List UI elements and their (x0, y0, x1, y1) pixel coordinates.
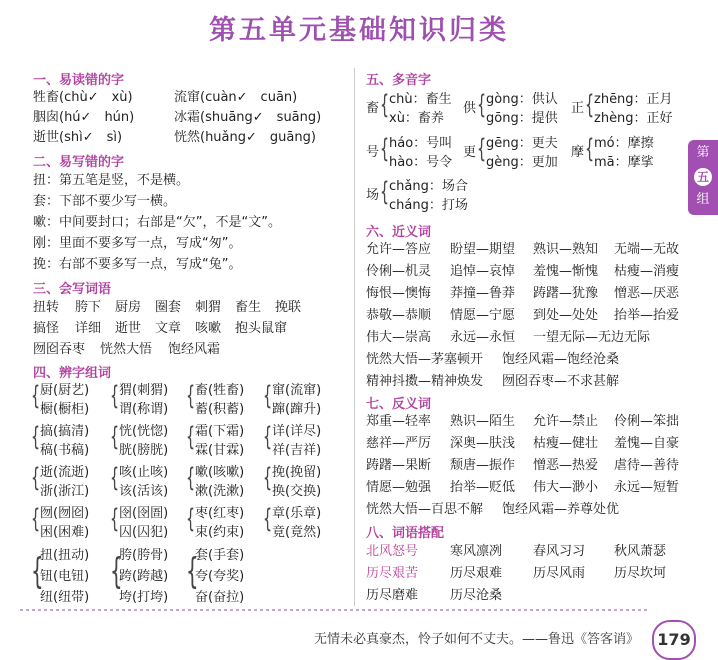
char-pair-word: 挽(挽留) (272, 465, 322, 480)
collocation: 历尽沧桑 (450, 588, 503, 603)
char-pair-word: 纽(纽带) (40, 590, 90, 605)
brace: { (263, 381, 273, 411)
page-number: 179 (652, 620, 696, 660)
side-tab-bottom: 组 (696, 192, 710, 207)
antonym-pair: 踌躇—果断 (366, 458, 432, 473)
char-pair-word: 祥(吉祥) (272, 443, 322, 458)
pron-item: 冰霜(shuāng✓ suāng) (174, 110, 322, 125)
antonym-pair: 憎恶—热爱 (533, 458, 599, 473)
collocation: 历尽磨难 (366, 588, 419, 603)
footer-quote: 无情未必真豪杰，怜子如何不丈夫。——鲁迅《答客诮》 (314, 632, 640, 647)
collocation: 历尽坎坷 (614, 566, 667, 581)
collocation: 春风习习 (533, 544, 586, 559)
pron-item: 恍然(huǎng✓ guāng) (174, 130, 316, 145)
section-heading-7: 七、反义词 (366, 397, 432, 412)
polyphone-char: 更 (463, 145, 477, 160)
synonym-pair: 羞愧—惭愧 (533, 264, 599, 279)
char-pair-word: 嗽(咳嗽) (195, 465, 245, 480)
brace: { (585, 134, 595, 164)
char-pair-word: 蓄(积蓄) (195, 402, 245, 417)
polyphone-reading: mā：摩挲 (594, 155, 654, 170)
char-pair-word: 枣(红枣) (195, 506, 245, 521)
synonym-pair: 盼望—期望 (450, 242, 516, 257)
synonym-pair: 一望无际—无边无际 (533, 330, 651, 345)
pron-item: 流窜(cuàn✓ cuān) (174, 90, 298, 105)
collocation: 历尽风雨 (533, 566, 586, 581)
writing-tip: 刚：里面不要多写一点，写成“匆”。 (33, 236, 242, 251)
antonym-pair: 伟大—渺小 (533, 480, 599, 495)
synonym-pair: 伟大—崇高 (366, 330, 432, 345)
char-pair-word: 窜(流窜) (272, 383, 322, 398)
antonym-pair: 情愿—勉强 (366, 480, 432, 495)
antonym-pair: 恍然大悟—百思不解 (366, 502, 484, 517)
synonym-pair: 永远—永恒 (450, 330, 516, 345)
writing-tip: 扭：第五笔是竖，不是横。 (33, 173, 190, 188)
polyphone-reading: chǎng：场合 (389, 179, 468, 194)
polyphone-reading: mó：摩擦 (594, 136, 654, 151)
char-pair-word: 详(详尽) (272, 424, 322, 439)
brace: { (477, 90, 487, 120)
char-pair-word: 奋(奋拉) (195, 590, 245, 605)
pron-item: 牲畜(chù✓ xù) (33, 90, 133, 105)
vocab-word: 饱经风霜 (168, 342, 221, 357)
section-heading-3: 三、会写词语 (33, 282, 112, 297)
char-pair-word: 换(交换) (272, 484, 322, 499)
vocab-word: 逝世 (115, 321, 142, 336)
synonym-pair: 恭敬—恭顺 (366, 308, 432, 323)
vocab-word: 详细 (75, 321, 102, 336)
polyphone-reading: gōng：提供 (486, 111, 558, 126)
synonym-pair: 恍然大悟—茅塞顿开 (366, 352, 484, 367)
polyphone-reading: gèng：更加 (486, 155, 558, 170)
brace: { (186, 422, 196, 452)
writing-tip: 挽：右部不要多写一点，写成“兔”。 (33, 257, 242, 272)
brace: { (263, 504, 273, 534)
synonym-pair: 踌躇—犹豫 (533, 286, 599, 301)
section-heading-1: 一、易读错的字 (33, 73, 125, 88)
char-pair-word: 畜(牲畜) (195, 383, 245, 398)
char-pair-word: 搞(搞清) (40, 424, 90, 439)
char-pair-word: 垮(打垮) (119, 590, 169, 605)
brace: { (380, 177, 390, 207)
vocab-word: 胯下 (75, 300, 102, 315)
synonym-pair: 枯瘦—消瘦 (614, 264, 680, 279)
brace: { (380, 134, 390, 164)
section-heading-6: 六、近义词 (366, 225, 432, 240)
vocab-word: 抱头鼠窜 (235, 321, 288, 336)
polyphone-reading: háo：号叫 (389, 136, 453, 151)
char-pair-word: 套(手套) (195, 548, 245, 563)
section-heading-4: 四、辨字组词 (33, 366, 112, 381)
brace: { (110, 381, 120, 411)
polyphone-char: 畜 (366, 101, 380, 116)
synonym-pair: 情愿—宁愿 (450, 308, 516, 323)
brace: { (186, 551, 199, 592)
polyphone-reading: zhēng：正月 (594, 92, 673, 107)
section-heading-2: 二、易写错的字 (33, 155, 125, 170)
brace: { (31, 463, 41, 493)
char-pair-word: 厨(厨艺) (40, 383, 90, 398)
pron-item: 胭囱(hú✓ hún) (33, 110, 135, 125)
antonym-pair: 伶俐—笨拙 (614, 414, 680, 429)
brace: { (110, 463, 120, 493)
synonym-pair: 莽撞—鲁莽 (450, 286, 516, 301)
synonym-pair: 允许—答应 (366, 242, 432, 257)
char-pair-word: 逝(流逝) (40, 465, 90, 480)
brace: { (110, 504, 120, 534)
section-heading-8: 八、词语搭配 (366, 526, 445, 541)
brace: { (263, 422, 273, 452)
pron-item: 逝世(shì✓ sì) (33, 130, 123, 145)
char-pair-word: 该(活该) (119, 484, 169, 499)
brace: { (110, 422, 120, 452)
polyphone-reading: zhèng：正好 (594, 111, 673, 126)
writing-tip: 套：下部不要少写一横。 (33, 194, 177, 209)
antonym-pair: 颓唐—振作 (450, 458, 516, 473)
char-pair-word: 猬(刺猬) (119, 383, 169, 398)
collocation: 历尽艰难 (450, 566, 503, 581)
char-pair-word: 浙(浙江) (40, 484, 90, 499)
brace: { (186, 504, 196, 534)
synonym-pair: 追悼—哀悼 (450, 264, 516, 279)
collocation-key: 历尽艰苦 (366, 566, 419, 581)
synonym-pair: 囫囵吞枣—不求甚解 (502, 374, 620, 389)
unit-side-tab (688, 140, 718, 215)
antonym-pair: 允许—禁止 (533, 414, 599, 429)
brace: { (380, 90, 390, 120)
footer-dotted-line (20, 609, 650, 611)
antonym-pair: 抬举—贬低 (450, 480, 516, 495)
char-pair-word: 困(困难) (40, 525, 90, 540)
side-tab-middle: 五 (694, 168, 712, 186)
vocab-word: 畜生 (235, 300, 262, 315)
vocab-word: 咳嗽 (195, 321, 222, 336)
brace: { (31, 381, 41, 411)
vocab-word: 刺猬 (195, 300, 222, 315)
vocab-word: 圈套 (155, 300, 182, 315)
char-pair-word: 稿(书稿) (40, 443, 90, 458)
char-pair-word: 霖(甘霖) (195, 443, 245, 458)
char-pair-word: 霜(下霜) (195, 424, 245, 439)
synonym-pair: 到处—处处 (533, 308, 599, 323)
brace: { (31, 422, 41, 452)
antonym-pair: 深奥—肤浅 (450, 436, 516, 451)
brace: { (477, 134, 487, 164)
polyphone-reading: cháng：打场 (389, 198, 468, 213)
brace: { (31, 504, 41, 534)
synonym-pair: 悔恨—懊悔 (366, 286, 432, 301)
antonym-pair: 郑重—轻率 (366, 414, 432, 429)
char-pair-word: 胱(膀胱) (119, 443, 169, 458)
char-pair-word: 束(约束) (195, 525, 245, 540)
polyphone-char: 号 (366, 145, 380, 160)
char-pair-word: 竟(竟然) (272, 525, 322, 540)
synonym-pair: 无端—无故 (614, 242, 680, 257)
collocation: 秋风萧瑟 (614, 544, 667, 559)
vocab-word: 厨房 (115, 300, 142, 315)
antonym-pair: 枯瘦—健壮 (533, 436, 599, 451)
char-pair-word: 扭(扭动) (40, 548, 90, 563)
antonym-pair: 永远—短暂 (614, 480, 680, 495)
vocab-word: 囫囵吞枣 (33, 342, 86, 357)
char-pair-word: 漱(洗漱) (195, 484, 245, 499)
char-pair-word: 咳(止咳) (119, 465, 169, 480)
brace: { (186, 381, 196, 411)
synonym-pair: 憎恶—厌恶 (614, 286, 680, 301)
vocab-word: 挽联 (275, 300, 302, 315)
antonym-pair: 羞愧—自豪 (614, 436, 680, 451)
synonym-pair: 抬举—抬爱 (614, 308, 680, 323)
page-title: 第五单元基础知识归类 (209, 15, 509, 46)
char-pair-word: 钮(电钮) (40, 569, 90, 584)
char-pair-word: 夸(夸奖) (195, 569, 245, 584)
char-pair-word: 蹿(蹿升) (272, 402, 322, 417)
vocab-word: 恍然大悟 (100, 342, 153, 357)
brace: { (186, 463, 196, 493)
synonym-pair: 饱经风霜—饱经沧桑 (502, 352, 620, 367)
polyphone-char: 正 (571, 101, 585, 116)
char-pair-word: 谓(称谓) (119, 402, 169, 417)
antonym-pair: 饱经风霜—养尊处优 (502, 502, 620, 517)
brace: { (110, 551, 123, 592)
char-pair-word: 囫(囫囵) (40, 506, 90, 521)
char-pair-word: 恍(恍惚) (119, 424, 169, 439)
vocab-word: 文章 (155, 321, 182, 336)
collocation-key: 北风怒号 (366, 544, 419, 559)
collocation: 寒风凛冽 (450, 544, 503, 559)
polyphone-reading: hào：号令 (389, 155, 453, 170)
char-pair-word: 囹(囹圄) (119, 506, 169, 521)
antonym-pair: 熟识—陌生 (450, 414, 516, 429)
char-pair-word: 囚(囚犯) (119, 525, 169, 540)
writing-tip: 嗽：中间要封口；右部是“欠”，不是“文”。 (33, 215, 281, 230)
polyphone-char: 场 (366, 188, 380, 203)
vocab-word: 扭转 (33, 300, 60, 315)
polyphone-reading: gēng：更夫 (486, 136, 558, 151)
polyphone-reading: xù：畜养 (389, 111, 444, 126)
char-pair-word: 胯(胯骨) (119, 548, 169, 563)
brace: { (31, 551, 44, 592)
synonym-pair: 伶俐—机灵 (366, 264, 432, 279)
antonym-pair: 虐待—善待 (614, 458, 680, 473)
char-pair-word: 跨(跨越) (119, 569, 169, 584)
polyphone-char: 摩 (571, 145, 585, 160)
polyphone-reading: gòng：供认 (486, 92, 558, 107)
vocab-word: 搞怪 (33, 321, 60, 336)
column-divider (354, 68, 355, 606)
char-pair-word: 橱(橱柜) (40, 402, 90, 417)
synonym-pair: 熟识—熟知 (533, 242, 599, 257)
side-tab-top: 第 (696, 145, 710, 160)
polyphone-reading: chù：畜生 (389, 92, 452, 107)
brace: { (263, 463, 273, 493)
char-pair-word: 章(乐章) (272, 506, 322, 521)
section-heading-5: 五、多音字 (366, 73, 432, 88)
brace: { (585, 90, 595, 120)
synonym-pair: 精神抖擞—精神焕发 (366, 374, 484, 389)
polyphone-char: 供 (463, 101, 477, 116)
antonym-pair: 慈祥—严厉 (366, 436, 432, 451)
